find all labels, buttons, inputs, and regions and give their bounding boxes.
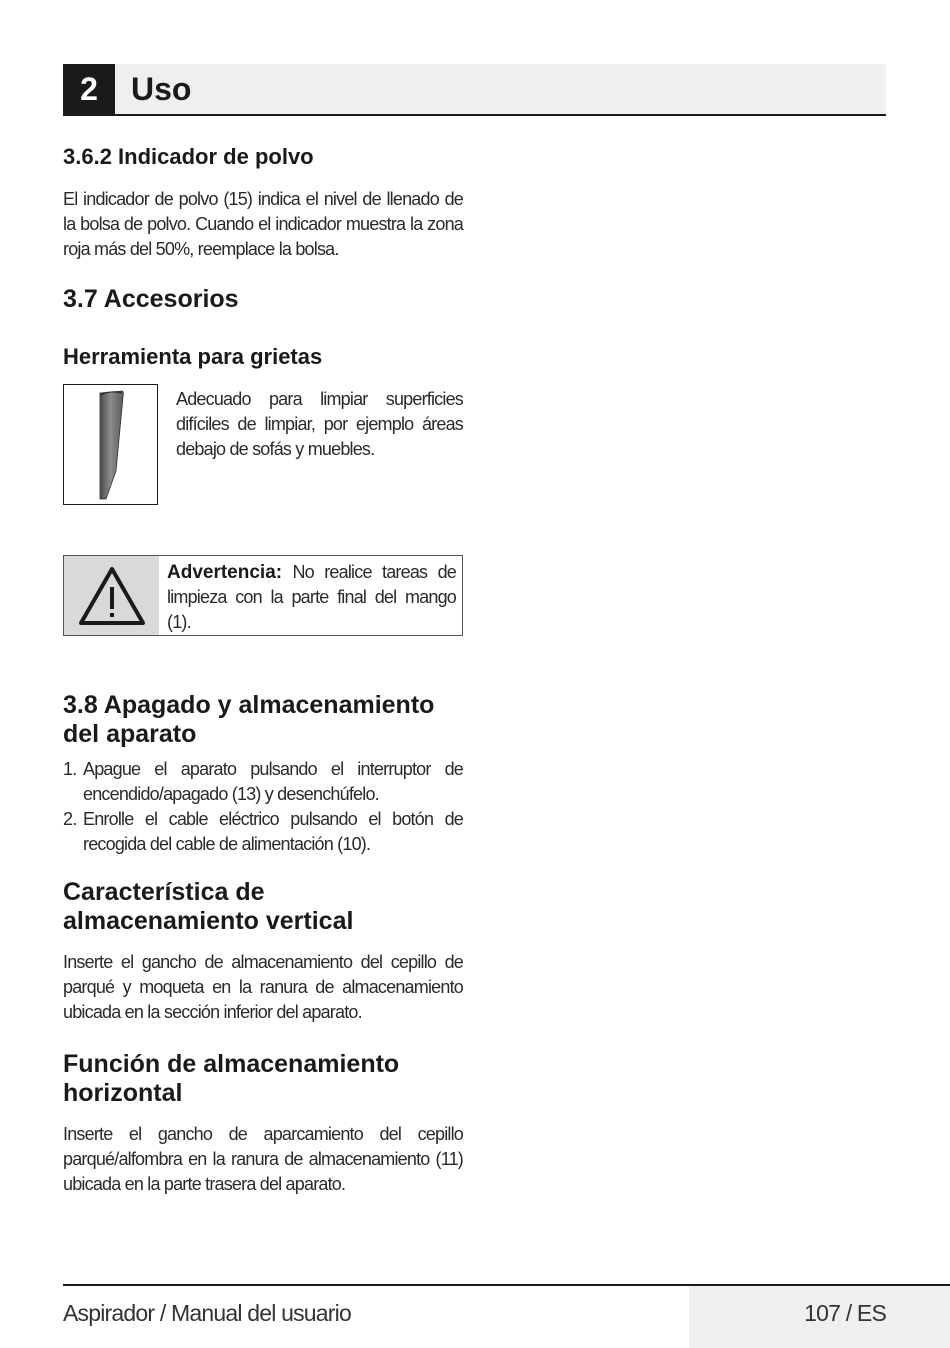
section-vertical-storage <box>63 878 463 1025</box>
crevice-tool-text: Adecuado para limpiar superficies difíciles de limpiar, por ejemplo áreas debajo de sofás y muebles. <box>176 389 463 459</box>
accessories-heading: 3.7 Accesorios <box>63 285 239 313</box>
warning-label: Advertencia: <box>167 562 283 583</box>
crevice-tool-description <box>176 387 463 462</box>
shutdown-heading: 3.8 Apagado y almacenamiento del aparato <box>63 691 435 748</box>
crevice-tool-image <box>63 384 158 505</box>
dust-indicator-text: El indicador de polvo (15) indica el nivel de llenado de la bolsa de polvo. Cuando el indicador muestra la zona roja más del 50%, reemplace la bolsa. <box>63 189 463 259</box>
warning-triangle-icon <box>77 565 147 627</box>
step-text: Enrolle el cable eléctrico pulsando el botón de recogida del cable de alimentación (10). <box>83 809 463 854</box>
horizontal-storage-heading: Función de almacenamiento horizontal <box>63 1050 400 1107</box>
section-accessories <box>63 285 463 314</box>
vertical-storage-text: Inserte el gancho de almacenamiento del cepillo de parqué y moqueta en la ranura de almacenamiento ubicada en la sección inferior del aparato. <box>63 952 463 1022</box>
vertical-storage-heading: Característica de almacenamiento vertical <box>63 878 354 935</box>
section-shutdown <box>63 691 463 857</box>
crevice-tool-icon <box>64 385 157 504</box>
section-dust-indicator <box>63 143 463 262</box>
warning-text-block <box>167 560 456 635</box>
dust-indicator-heading: 3.6.2 Indicador de polvo <box>63 144 314 169</box>
list-item <box>63 807 463 857</box>
crevice-tool-heading: Herramienta para grietas <box>63 344 323 369</box>
step-number: 2. <box>63 809 77 829</box>
warning-text: No realice tareas de limpieza con la parte final del mango (1). <box>167 562 457 632</box>
step-text: Apague el aparato pulsando el interruptor de encendido/apagado (13) y desenchúfelo. <box>83 759 463 804</box>
footer-manual-title: Aspirador / Manual del usuario <box>63 1300 351 1326</box>
horizontal-storage-text: Inserte el gancho de aparcamiento del cepillo parqué/alfombra en la ranura de almacenamiento (11) ubicada en la parte trasera del aparato. <box>63 1124 463 1194</box>
chapter-title: Uso <box>131 71 192 107</box>
warning-icon-panel <box>64 556 159 635</box>
shutdown-steps <box>63 757 463 857</box>
chapter-number: 2 <box>63 64 115 114</box>
warning-box <box>63 555 463 636</box>
chapter-header <box>63 64 886 116</box>
list-item <box>63 757 463 807</box>
footer-page-number: 107 / ES <box>804 1300 886 1326</box>
crevice-tool-heading-wrap <box>63 343 463 371</box>
step-number: 1. <box>63 759 77 779</box>
section-horizontal-storage <box>63 1050 463 1197</box>
